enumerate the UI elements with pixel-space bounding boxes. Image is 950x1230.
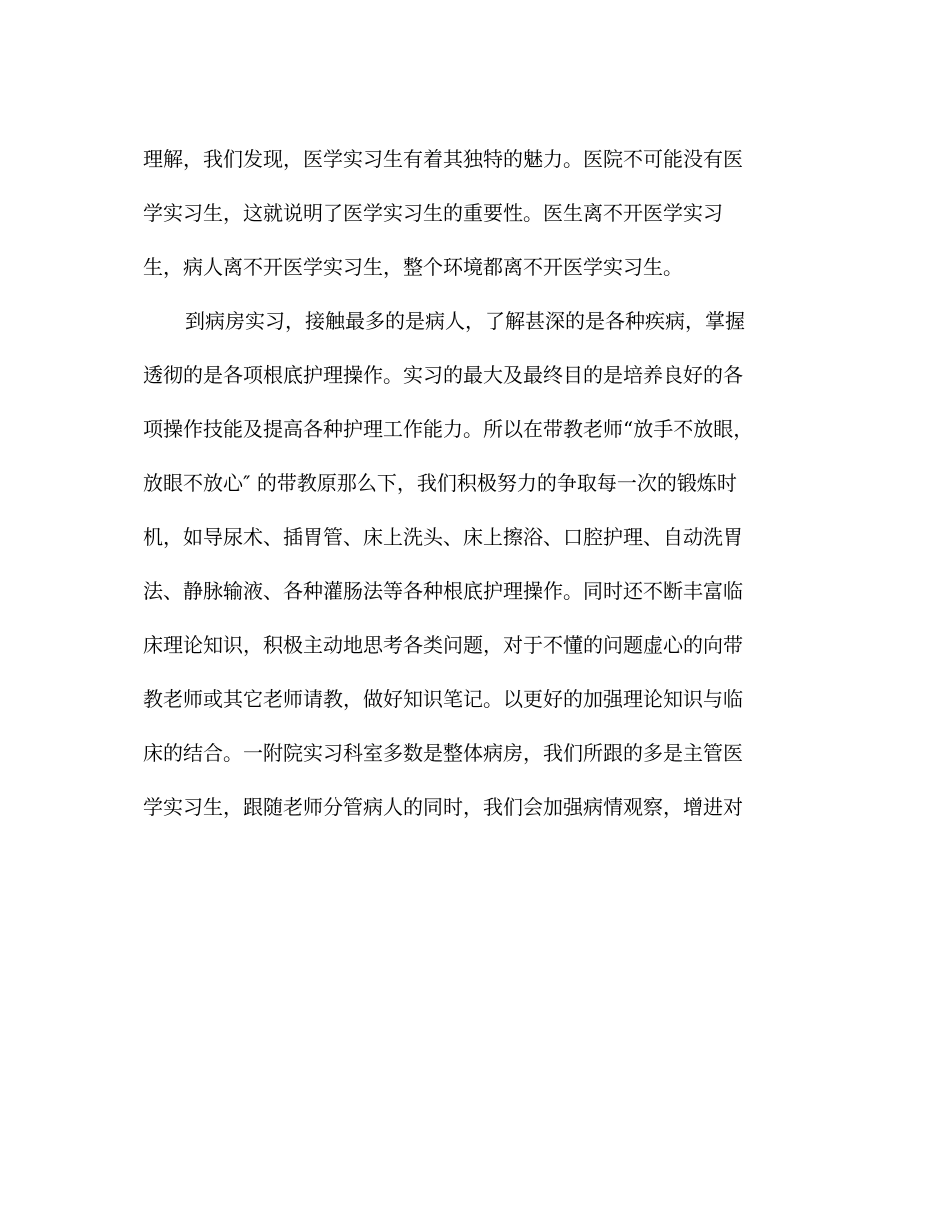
text-line: 法、静脉输液、各种灌肠法等各种根底护理操作。同时还不断丰富临 xyxy=(143,579,743,603)
text-line: 生，病人离不开医学实习生，整个环境都离不开医学实习生。 xyxy=(143,255,683,279)
text-line: 床理论知识，积极主动地思考各类问题，对于不懂的问题虚心的向带 xyxy=(143,633,743,657)
text-line: 学实习生，跟随老师分管病人的同时，我们会加强病情观察，增进对 xyxy=(143,795,743,819)
paragraph-start-line: 到病房实习，接触最多的是病人，了解甚深的是各种疾病，掌握 xyxy=(185,309,745,333)
text-line: 学实习生，这就说明了医学实习生的重要性。医生离不开医学实习 xyxy=(143,201,723,225)
body-text xyxy=(143,132,803,834)
text-line: 项操作技能及提高各种护理工作能力。所以在带教老师“放手不放眼， xyxy=(143,417,754,441)
text-line: 教老师或其它老师请教，做好知识笔记。以更好的加强理论知识与临 xyxy=(143,687,743,711)
text-line: 放眼不放心″ 的带教原那么下，我们积极努力的争取每一次的锻炼时 xyxy=(143,471,737,495)
text-line: 机，如导尿术、插胃管、床上洗头、床上擦浴、口腔护理、自动洗胃 xyxy=(143,525,743,549)
text-line: 透彻的是各项根底护理操作。实习的最大及最终目的是培养良好的各 xyxy=(143,363,743,387)
text-line: 理解，我们发现，医学实习生有着其独特的魅力。医院不可能没有医 xyxy=(143,147,743,171)
text-line: 床的结合。一附院实习科室多数是整体病房，我们所跟的多是主管医 xyxy=(143,741,743,765)
